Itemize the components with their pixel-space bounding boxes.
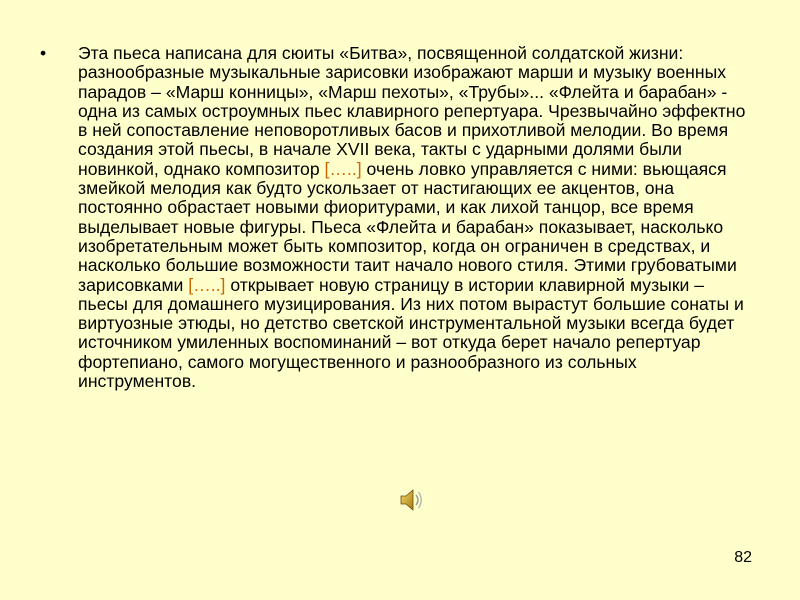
omission-mark-1: […..] <box>324 158 362 179</box>
paragraph-text-2: очень ловко управляется с ними: вьющаяся змейкой мелодия как будто ускользает от настигающих ее акцентов, она постоянно обрастает новыми фиоритурами, и как лихой танцор, все время выделывает новые фигуры. Пьеса «Флейта и барабан» показывает, насколько изобретательным может быть композитор, когда он ограничен в средствах, и насколько большие возможности таит начало нового стиля. Этими грубоватыми зарисовками <box>78 158 737 295</box>
bullet-marker: • <box>40 43 47 63</box>
speaker-icon[interactable] <box>398 486 426 514</box>
bullet-list <box>40 44 752 391</box>
paragraph-text-1: Эта пьеса написана для сюиты «Битва», посвященной солдатской жизни: разнообразные музыкальные зарисовки изображают марши и музыку военных парадов – «Марш конницы», «Марш пехоты», «Трубы»... «Флейта и барабан» - одна из самых остроумных пьес клавирного репертуара. Чрезвычайно эффектно в ней сопоставление неповоротливых басов и прихотливой мелодии. Во время создания этой пьесы, в начале XVII века, такты с ударными долями были новинкой, однако композитор <box>78 43 746 179</box>
paragraph-text-3: открывает новую страницу в истории клавирной музыки – пьесы для домашнего музицирования. Из них потом вырастут большие сонаты и виртуозные этюды, но детство светской инструментальной музыки всегда будет источником умиленных воспоминаний – вот откуда берет начало репертуар фортепиано, самого могущественного и разнообразного из сольных инструментов. <box>78 274 744 392</box>
page-number: 82 <box>734 549 752 566</box>
speaker-icon-graphic <box>398 486 426 514</box>
bullet-paragraph <box>40 44 752 391</box>
omission-mark-2: […..] <box>188 274 226 295</box>
